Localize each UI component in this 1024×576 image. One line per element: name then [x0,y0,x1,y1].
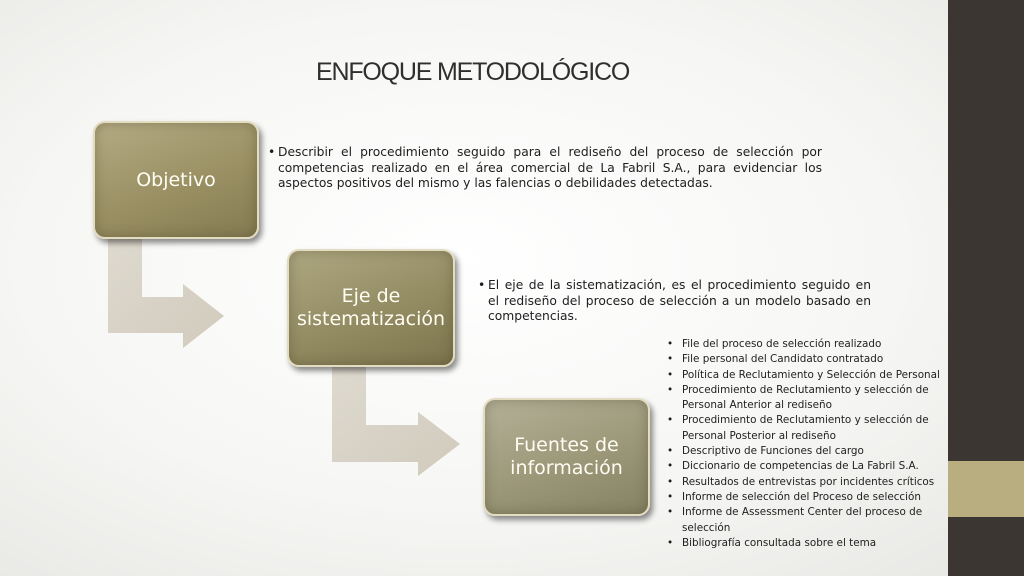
step-label: Objetivo [136,168,216,191]
list-item: • Procedimiento de Reclutamiento y selección de Personal Posterior al rediseño [667,414,929,442]
connector-arrow-2 [332,363,460,476]
step-label: Eje de sistematización [296,285,446,330]
step-label: Fuentes de información [510,434,623,479]
list-item: • File del proceso de selección realizado [667,338,882,350]
list-item: • Resultados de entrevistas por incidentes críticos [667,475,935,488]
objetivo-text: Describir el procedimiento seguido para el rediseño del proceso de selección por competencias realizado en el área comercial de La Fabril S.A., para evidenciar los aspectos positivos del mismo y las falencias o debilidades detectadas. [278,145,822,190]
step-box-fuentes [483,398,650,516]
bullet: • [268,145,276,159]
slide-title: ENFOQUE METODOLÓGICO [316,58,630,86]
list-item: • Bibliografía consultada sobre el tema [667,536,877,549]
list-item: • Diccionario de competencias de La Fabril S.A. [667,460,919,473]
list-item: • Política de Reclutamiento y Selección de Personal [667,368,940,381]
step-box-objetivo [93,121,259,239]
bullet: • [478,278,486,292]
list-item: • Descriptivo de Funciones del cargo [667,445,864,458]
sources-list [667,337,944,551]
objetivo-description [268,145,822,192]
step-box-eje [287,249,455,367]
connector-arrow-1 [108,235,224,348]
list-item: • Informe de selección del Proceso de selección [667,490,921,503]
eje-text: El eje de la sistematización, es el procedimiento seguido en el rediseño del proceso de selección a un modelo basado en competencias. [488,278,871,323]
list-item: • Informe de Assessment Center del proceso de selección [667,506,923,534]
list-item: • File personal del Candidato contratado [667,353,884,366]
list-item: • Procedimiento de Reclutamiento y selección de Personal Anterior al rediseño [667,383,929,412]
eje-description [478,278,871,325]
